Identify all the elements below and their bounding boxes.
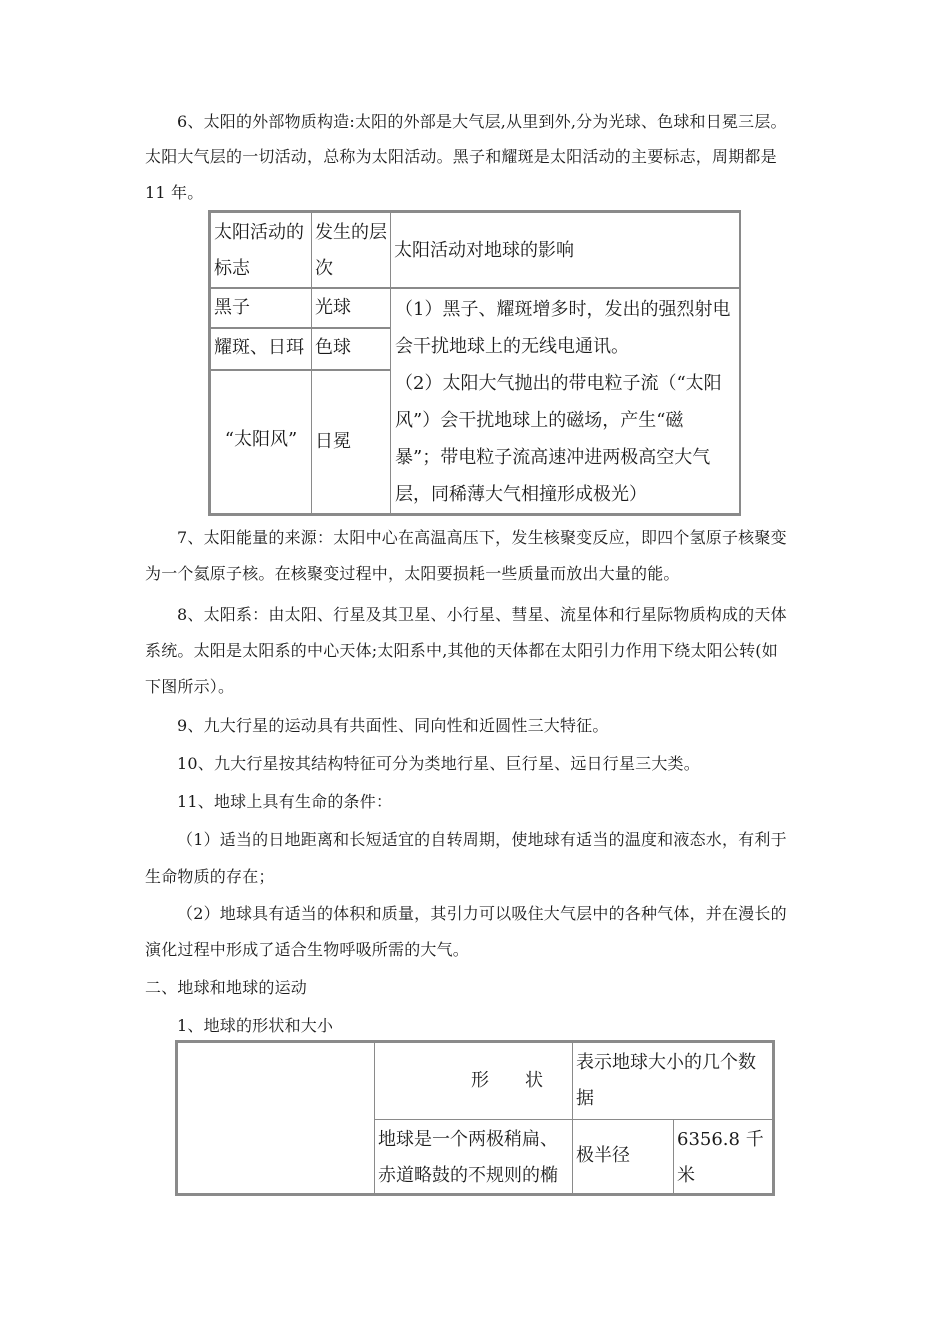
row-sign-cell xyxy=(210,370,312,514)
size-header-line1: 表示地球大小的几个数 xyxy=(576,1052,756,1073)
effect-line4: 风”）会干扰地球上的磁场，产生“磁 xyxy=(395,410,684,431)
row-layer-cell xyxy=(311,328,391,370)
polar-radius-value-cell xyxy=(673,1119,773,1194)
row-layer-cell xyxy=(311,370,391,514)
effect-cell xyxy=(390,288,740,514)
para11-title: 11、地球上具有生命的条件： xyxy=(177,792,393,811)
para10: 10、九大行星按其结构特征可分为类地行星、巨行星、远日行星三大类。 xyxy=(177,754,700,773)
effect-line3: （2）太阳大气抛出的带电粒子流（“太阳 xyxy=(395,373,722,394)
header-effect-cell xyxy=(390,212,740,288)
para11-item1-line1: （1）适当的日地距离和长短适宜的自转周期，使地球有适当的温度和液态水，有利于 xyxy=(177,830,787,849)
row-layer-cell xyxy=(311,288,391,328)
row-sign: 耀斑、日珥 xyxy=(214,337,304,358)
para6-line3: 11 年。 xyxy=(145,183,204,202)
para6-line1: 6、太阳的外部物质构造:太阳的外部是大气层,从里到外,分为光球、色球和日冕三层。 xyxy=(177,112,787,131)
polar-radius-value-line1: 6356.8 千 xyxy=(677,1129,764,1150)
effect-line2: 会干扰地球上的无线电通讯。 xyxy=(395,336,629,357)
header-layer-line2: 次 xyxy=(315,258,333,279)
para7-line2: 为一个氦原子核。在核聚变过程中，太阳要损耗一些质量而放出大量的能。 xyxy=(145,564,680,583)
para11-item1-line2: 生命物质的存在； xyxy=(145,867,275,886)
row-layer: 日冕 xyxy=(315,431,351,452)
row-sign-cell xyxy=(210,328,312,370)
polar-radius-label-cell xyxy=(572,1119,674,1194)
row-layer: 光球 xyxy=(315,297,351,318)
row-layer: 色球 xyxy=(315,337,351,358)
para11-item2-line2: 演化过程中形成了适合生物呼吸所需的大气。 xyxy=(145,940,470,959)
para8-line2: 系统。太阳是太阳系的中心天体;太阳系中,其他的天体都在太阳引力作用下绕太阳公转(如 xyxy=(145,641,778,660)
polar-radius-value-line2: 米 xyxy=(677,1165,695,1186)
effect-line5: 暴”；带电粒子流高速冲进两极高空大气 xyxy=(395,447,711,468)
section2-title: 二、地球和地球的运动 xyxy=(145,978,308,997)
empty-left-cell xyxy=(177,1042,375,1194)
size-header-line2: 据 xyxy=(576,1088,594,1109)
header-sign-cell xyxy=(210,212,312,288)
row-sign-cell xyxy=(210,288,312,328)
header-effect: 太阳活动对地球的影响 xyxy=(394,240,574,261)
row-sign: “太阳风” xyxy=(224,429,298,450)
effect-line1: （1）黑子、耀斑增多时，发出的强烈射电 xyxy=(395,299,731,320)
shape-header: 形 状 xyxy=(471,1070,543,1091)
para6-line2: 太阳大气层的一切活动，总称为太阳活动。黑子和耀斑是太阳活动的主要标志，周期都是 xyxy=(145,147,777,166)
para8-line1: 8、太阳系：由太阳、行星及其卫星、小行星、彗星、流星体和行星际物质构成的天体 xyxy=(177,605,787,624)
earth-shape-table xyxy=(175,1040,775,1196)
section2-sub1: 1、地球的形状和大小 xyxy=(177,1016,334,1035)
size-header-cell xyxy=(572,1042,773,1120)
para9: 9、九大行星的运动具有共面性、同向性和近圆性三大特征。 xyxy=(177,716,609,735)
header-layer-cell xyxy=(311,212,391,288)
solar-activity-table xyxy=(208,210,741,516)
row-sign: 黑子 xyxy=(214,297,250,318)
effect-line6: 层，同稀薄大气相撞形成极光） xyxy=(395,484,647,505)
polar-radius-label: 极半径 xyxy=(576,1145,630,1166)
shape-desc-line2: 赤道略鼓的不规则的椭 xyxy=(378,1165,558,1186)
shape-header-cell xyxy=(374,1042,573,1120)
para11-item2-line1: （2）地球具有适当的体积和质量，其引力可以吸住大气层中的各种气体，并在漫长的 xyxy=(177,904,787,923)
header-sign-line2: 标志 xyxy=(214,258,250,279)
header-sign-line1: 太阳活动的 xyxy=(214,222,304,243)
para8-line3: 下图所示）。 xyxy=(145,677,235,696)
para7-line1: 7、太阳能量的来源：太阳中心在高温高压下，发生核聚变反应，即四个氢原子核聚变 xyxy=(177,528,787,547)
header-layer-line1: 发生的层 xyxy=(315,222,387,243)
shape-desc-line1: 地球是一个两极稍扁、 xyxy=(378,1129,558,1150)
shape-desc-cell xyxy=(374,1119,573,1194)
